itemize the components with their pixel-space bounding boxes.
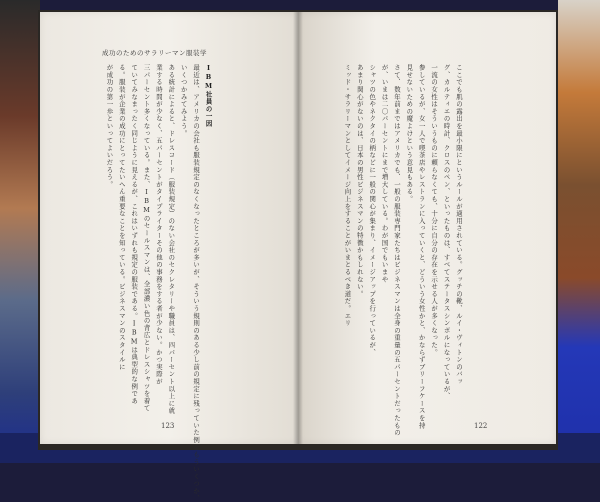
running-head: 成功のためのサラリーマン服装学 — [102, 49, 207, 57]
text-column: が、いまは二〇パーセントにまで増大している。わが国でもいまや — [380, 64, 389, 283]
text-column: る。服装が企業の成功にとってたいへん重要なことを知っている。ビジネスマンのスタイルに — [117, 64, 126, 371]
page-number-right: 122 — [474, 422, 488, 430]
background-collage-left — [0, 0, 40, 463]
background-collage-right — [558, 0, 600, 463]
book-gutter — [293, 12, 303, 444]
text-column: あまり関心がないのは、日本の男性ビジネスマンの特徴かもしれない。 — [355, 64, 364, 298]
text-column: が成功の第一歩といってよいだろう。 — [105, 64, 114, 189]
text-column: 一流の女性はそういうものに頼らなくても、十分に自分の存在を示せる人が多くなった。 — [430, 64, 439, 356]
text-column: グ、カルティエの時計、クロスのペン、といったものは、すべてステータスシンボルになっているが、 — [442, 64, 451, 400]
text-column: 業する時間が少なく、五パーセントがタイプライターその他の事務をする者が少ない。かつ実際が — [154, 64, 163, 386]
section-heading: IBM社員の一因 — [204, 64, 213, 128]
text-column: ていてみなまったく同じように見えるが、これはいずれも規定の服装である。IBMは典型的な例であ — [130, 64, 139, 405]
right-page — [298, 12, 556, 444]
right-page-text — [338, 64, 463, 437]
text-column: いくつかみてみよう。 — [179, 64, 188, 137]
page-number-left: 123 — [161, 422, 175, 430]
text-column: ミッド・サラリーマンとしてイメージ向上をすることがいまとるべき道だ。エリ — [343, 64, 352, 327]
text-column: 三パーセント多くなっている。また、IBMのセールスマンは、全部濃い色の背広とドレスシャツを着て — [142, 64, 151, 412]
text-column: 参しているが、女一人で喫茶店やレストランに入っていくと、どういう女性かと、かならずブリーフケースを持 — [417, 64, 426, 429]
text-column: シャツの色やネクタイの柄などに一般の関心が集まり、イメージアップを行っているが、 — [368, 64, 377, 356]
open-book — [38, 10, 558, 502]
text-column: ある統計によると、ドレスコード（服装規定）のない会社のセクレタリーや職員は、四パーセント以上に就 — [167, 64, 176, 415]
text-column: 見せないための魔よけという意見もある。 — [405, 64, 414, 203]
left-page — [40, 12, 298, 502]
text-column: ここでも肌の露出を最小限にというルールが適用されている。グッチの靴、ルイ・ヴィトンのバッ — [454, 64, 463, 386]
text-column: 最近は、アメリカの会社も服装規定のなくなったところが多いが、そういう規則のある少し前の規定に残っていた例をもういくつか、 — [192, 64, 201, 502]
text-column: さて、数年前まではアメリカでも、一般の服装専門家たちはビジネスマンは全身の重量の五パーセントだったもの — [392, 64, 401, 437]
